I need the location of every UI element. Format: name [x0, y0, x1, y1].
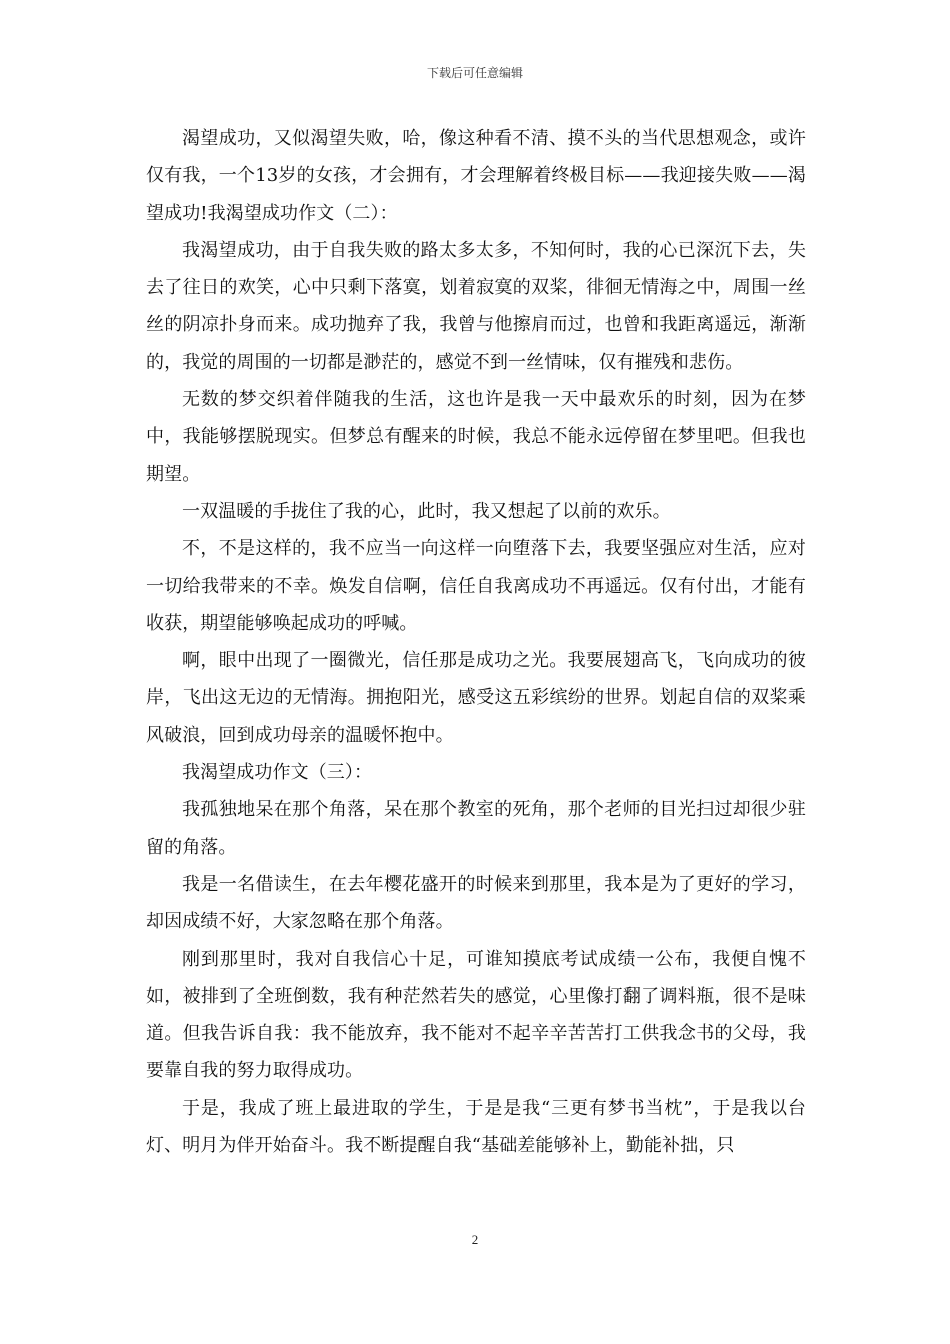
paragraph-5: 不，不是这样的，我不应当一向这样一向堕落下去，我要坚强应对生活，应对一切给我带来的不幸。焕发自信啊，信任自我离成功不再遥远。仅有付出，才能有收获，期望能够唤起成功的呼喊。: [146, 538, 806, 634]
document-body: [146, 120, 806, 1164]
section-heading: 我渴望成功作文（三）：: [182, 762, 373, 784]
paragraph-6: 啊，眼中出现了一圈微光，信任那是成功之光。我要展翅高飞，飞向成功的彼岸，飞出这无边的无情海。拥抱阳光，感受这五彩缤纷的世界。划起自信的双桨乘风破浪，回到成功母亲的温暖怀抱中。: [146, 650, 806, 746]
paragraph-9: 刚到那里时，我对自我信心十足，可谁知摸底考试成绩一公布，我便自愧不如，被排到了全班倒数，我有种茫然若失的感觉，心里像打翻了调料瓶，很不是味道。但我告诉自我：我不能放弃，我不能对不起辛辛苦苦打工供我念书的父母，我要靠自我的努力取得成功。: [146, 948, 806, 1082]
page-number: 2: [471, 1232, 479, 1247]
page-header: 下载后可任意编辑: [426, 66, 523, 80]
paragraph-3: 无数的梦交织着伴随我的生活，这也许是我一天中最欢乐的时刻，因为在梦中，我能够摆脱现实。但梦总有醒来的时候，我总不能永远停留在梦里吧。但我也期望。: [146, 389, 806, 485]
paragraph-1: 渴望成功，又似渴望失败，哈，像这种看不清、摸不头的当代思想观念，或许仅有我，一个13岁的女孩，才会拥有，才会理解着终极目标——我迎接失败——渴望成功!我渴望成功作文（二）：: [146, 128, 806, 224]
paragraph-7: 我孤独地呆在那个角落，呆在那个教室的死角，那个老师的目光扫过却很少驻留的角落。: [146, 799, 806, 858]
paragraph-4: 一双温暖的手拢住了我的心，此时，我又想起了以前的欢乐。: [182, 500, 671, 522]
paragraph-10: 于是，我成了班上最进取的学生，于是是我“三更有梦书当枕”，于是我以台灯、明月为伴开始奋斗。我不断提醒自我“基础差能够补上，勤能补拙，只: [146, 1097, 806, 1157]
paragraph-8: 我是一名借读生，在去年樱花盛开的时候来到那里，我本是为了更好的学习，却因成绩不好，大家忽略在那个角落。: [146, 873, 806, 933]
paragraph-2: 我渴望成功，由于自我失败的路太多太多，不知何时，我的心已深沉下去，失去了往日的欢笑，心中只剩下落寞，划着寂寞的双桨，徘徊无情海之中，周围一丝丝的阴凉扑身而来。成功抛弃了我，我曾与他擦肩而过，也曾和我距离遥远，渐渐的，我觉的周围的一切都是渺茫的，感觉不到一丝情味，仅有摧残和悲伤。: [146, 239, 806, 373]
